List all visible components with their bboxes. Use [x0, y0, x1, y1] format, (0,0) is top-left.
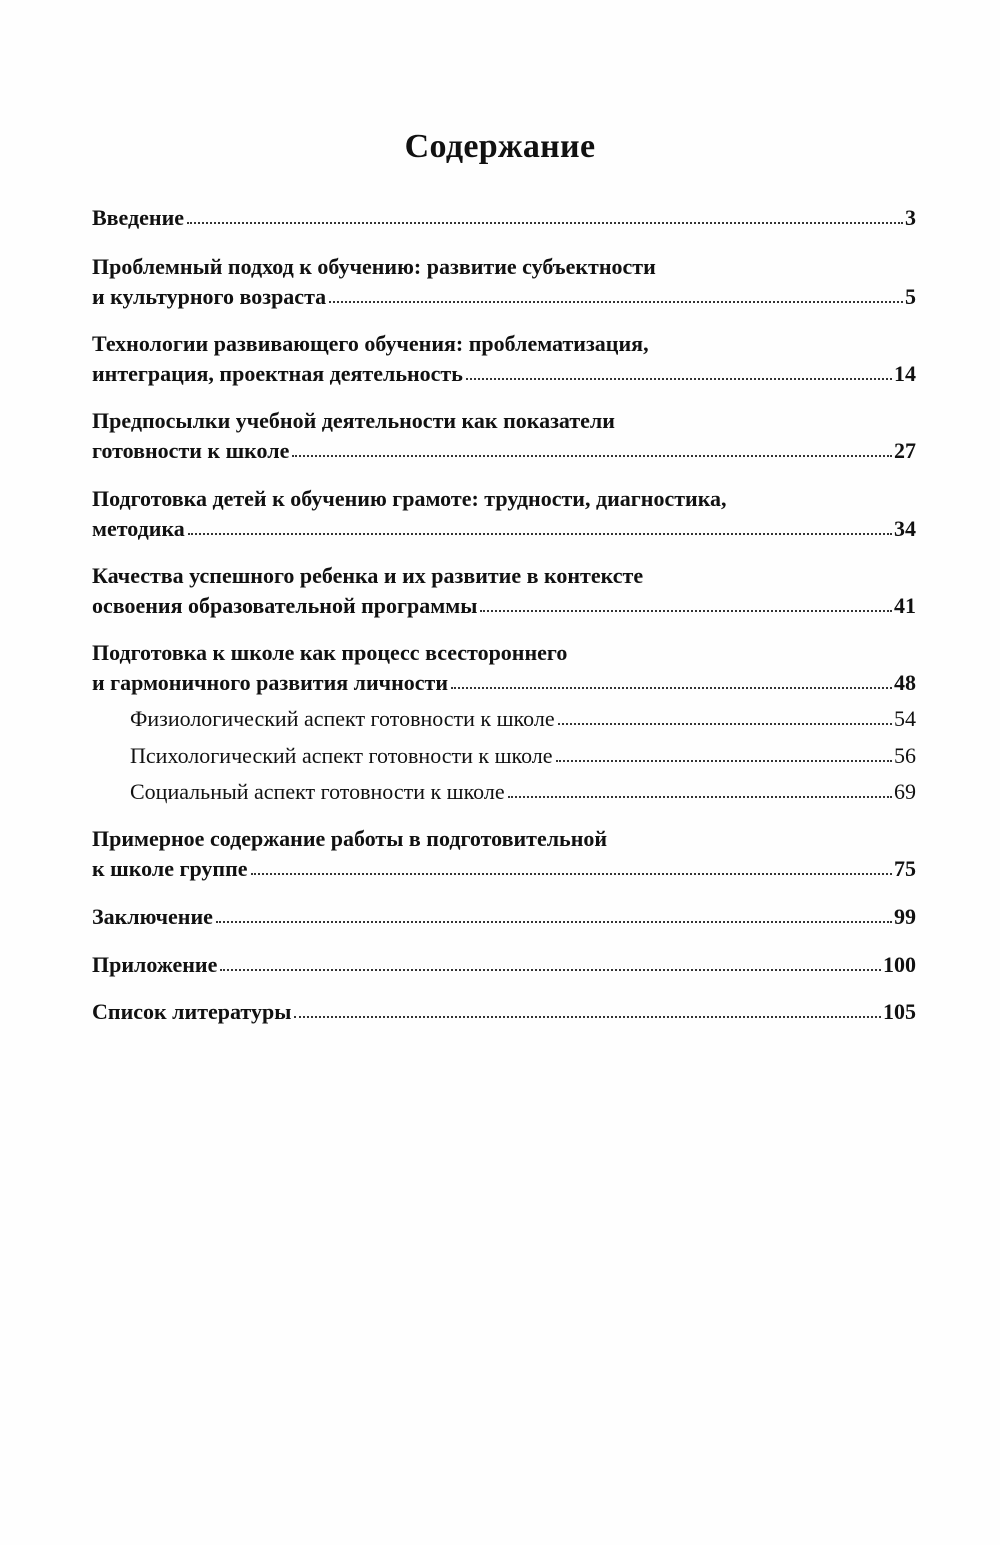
- toc-entry-title-line[interactable]: [92, 638, 916, 668]
- toc-entry-bibliography[interactable]: [92, 997, 916, 1027]
- toc-entry-literacy[interactable]: [92, 514, 916, 544]
- toc-entry-title-line[interactable]: [92, 252, 916, 282]
- toc-entry-title-line[interactable]: [92, 561, 916, 591]
- toc-entry-title: Предпосылки учебной деятельности как показатели: [92, 408, 615, 433]
- leader-dots: [451, 681, 892, 689]
- toc-page-number: 99: [894, 904, 916, 929]
- toc-entry-technologies[interactable]: [92, 359, 916, 389]
- toc-entry-title: Проблемный подход к обучению: развитие субъектности: [92, 254, 656, 279]
- leader-dots: [216, 915, 892, 923]
- toc-entry-sample-content[interactable]: [92, 854, 916, 884]
- leader-dots: [294, 1010, 881, 1018]
- toc-page-number: 27: [894, 438, 916, 463]
- toc-entry-appendix[interactable]: [92, 950, 916, 980]
- toc-entry-title: Приложение: [92, 952, 218, 977]
- leader-dots: [558, 717, 892, 725]
- toc-page-number: 105: [883, 999, 916, 1024]
- toc-entry-title: Примерное содержание работы в подготовительной: [92, 826, 608, 851]
- toc-entry-title: к школе группе: [92, 856, 248, 881]
- toc-entry-school-preparation[interactable]: [92, 668, 916, 698]
- leader-dots: [187, 216, 903, 224]
- toc-entry-introduction[interactable]: [92, 203, 916, 233]
- toc-entry-title: интеграция, проектная деятельность: [92, 361, 463, 386]
- toc-page-number: 5: [905, 284, 916, 309]
- toc-page-number: 14: [894, 361, 916, 386]
- toc-entry-title: Заключение: [92, 904, 213, 929]
- leader-dots: [466, 372, 892, 380]
- toc-page-number: 41: [894, 593, 916, 618]
- toc-entry-title: освоения образовательной программы: [92, 593, 478, 618]
- toc-entry-title-line[interactable]: [92, 406, 916, 436]
- toc-entry-title-line[interactable]: [92, 824, 916, 854]
- toc-entry-title-line[interactable]: [92, 329, 916, 359]
- toc-page-number: 54: [894, 706, 916, 731]
- toc-entry-title: Подготовка детей к обучению грамоте: трудности, диагностика,: [92, 486, 727, 511]
- leader-dots: [480, 604, 892, 612]
- toc-entry-title: Технологии развивающего обучения: проблематизация,: [92, 331, 649, 356]
- leader-dots: [251, 867, 892, 875]
- toc-entry-title: Физиологический аспект готовности к школе: [130, 706, 555, 731]
- toc-entry-conclusion[interactable]: [92, 902, 916, 932]
- toc-entry-title: Психологический аспект готовности к школе: [130, 743, 553, 768]
- leader-dots: [220, 963, 881, 971]
- toc-page-number: 100: [883, 952, 916, 977]
- toc-entry-title: готовности к школе: [92, 438, 290, 463]
- page-title: Содержание: [404, 128, 596, 165]
- toc-entry-title: Подготовка к школе как процесс всестороннего: [92, 640, 568, 665]
- leader-dots: [188, 527, 892, 535]
- leader-dots: [292, 449, 892, 457]
- toc-page-number: 34: [894, 516, 916, 541]
- toc-entry-prerequisites[interactable]: [92, 436, 916, 466]
- toc-entry-qualities[interactable]: [92, 591, 916, 621]
- toc-page-number: 56: [894, 743, 916, 768]
- leader-dots: [508, 790, 892, 798]
- toc-entry-title: Социальный аспект готовности к школе: [130, 779, 505, 804]
- toc-entry-title: Качества успешного ребенка и их развитие в контексте: [92, 563, 644, 588]
- toc-entry-title: и гармоничного развития личности: [92, 670, 449, 695]
- toc-page-number: 69: [894, 779, 916, 804]
- toc-page-number: 48: [894, 670, 916, 695]
- toc-page-number: 3: [905, 205, 916, 230]
- toc-entry-title-line[interactable]: [92, 484, 916, 514]
- leader-dots: [329, 295, 903, 303]
- toc-entry-title: методика: [92, 516, 185, 541]
- leader-dots: [556, 754, 892, 762]
- toc-subentry-physiological[interactable]: [130, 704, 916, 734]
- toc-subentry-psychological[interactable]: [130, 741, 916, 771]
- toc-entry-title: Введение: [92, 205, 185, 230]
- toc-entry-title: Список литературы: [92, 999, 292, 1024]
- toc-entry-title: и культурного возраста: [92, 284, 327, 309]
- toc-entry-problem-approach[interactable]: [92, 282, 916, 312]
- toc-subentry-social[interactable]: [130, 777, 916, 807]
- toc-page-number: 75: [894, 856, 916, 881]
